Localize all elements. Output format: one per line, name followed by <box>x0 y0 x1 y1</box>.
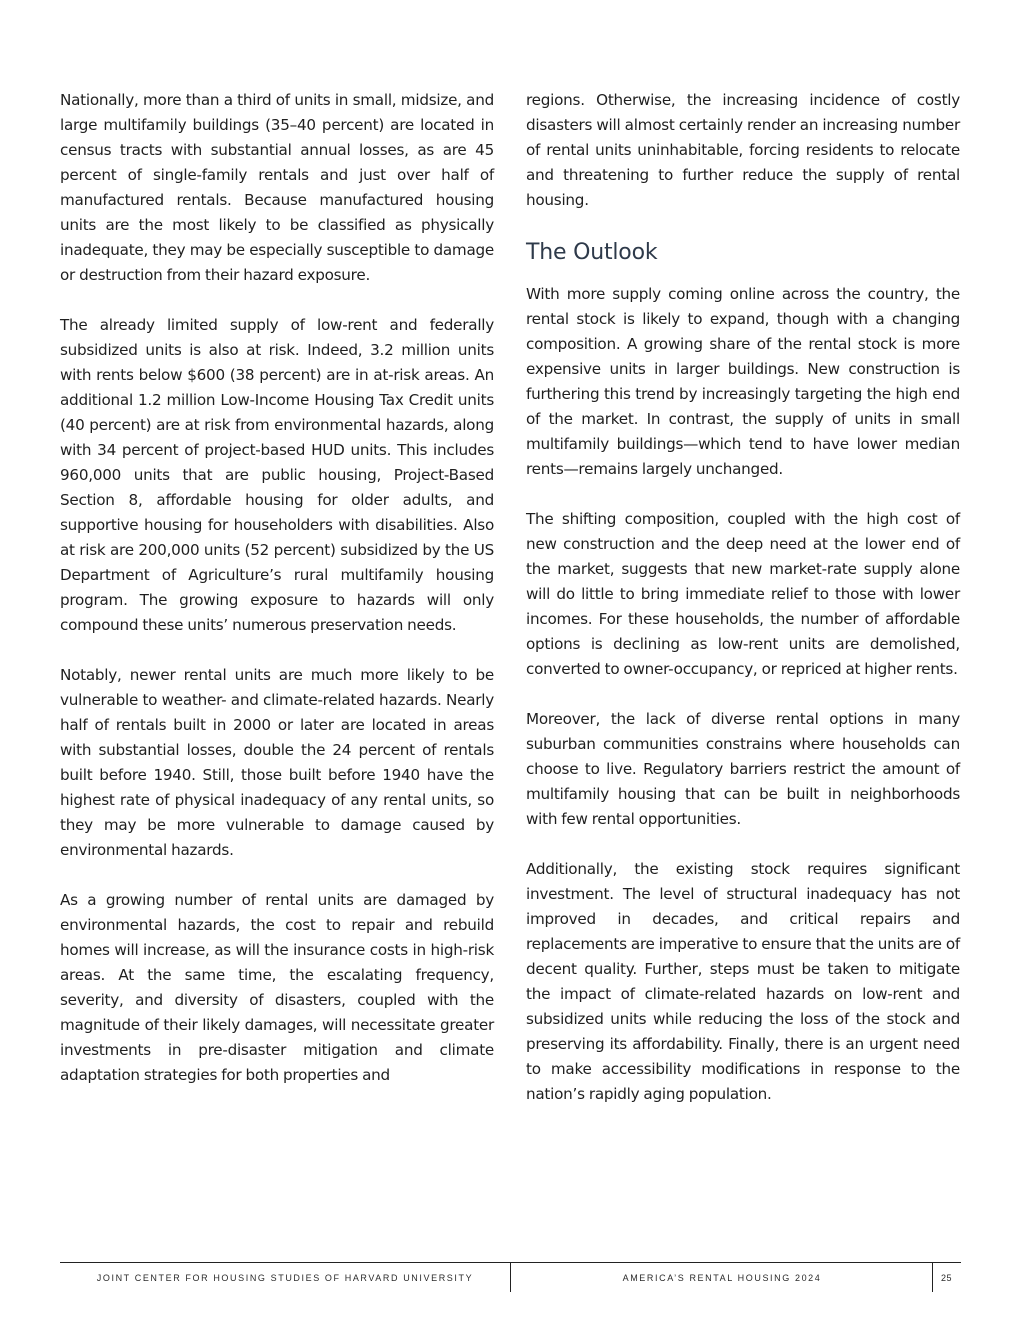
body-paragraph: Nationally, more than a third of units in small, midsize, and large multifamily buildings (35–40 percent) are located in census tracts with substantial annual losses, as are 45 percent of single-family rentals and just over half of manufactured rentals. Because manufactured housing units are the most likely to be classified as physically inadequate, they may be especially susceptible to damage or destruction from their hazard exposure. <box>60 91 494 284</box>
section-heading: The Outlook <box>526 240 658 265</box>
body-paragraph: Moreover, the lack of diverse rental options in many suburban communities constrains where households can choose to live. Regulatory barriers restrict the amount of multifamily housing that can be built in neighborhoods with few rental opportunities. <box>526 710 960 828</box>
body-paragraph: regions. Otherwise, the increasing incidence of costly disasters will almost certainly render an increasing number of rental units uninhabitable, forcing residents to relocate and threatening to further reduce the supply of rental housing. <box>526 91 960 209</box>
body-paragraph: With more supply coming online across the country, the rental stock is likely to expand, though with a changing composition. A growing share of the rental stock is more expensive units in larger buildings. New construction is furthering this trend by increasingly targeting the high end of the market. In contrast, the supply of units in small multifamily buildings—which tend to have lower median rents—remains largely unchanged. <box>526 285 960 478</box>
right-column <box>526 88 960 1132</box>
body-paragraph: The shifting composition, coupled with the high cost of new construction and the deep need at the lower end of the market, suggests that new market-rate supply alone will do little to bring immediate relief to those with lower incomes. For these households, the number of affordable options is declining as low-rent units are demolished, converted to owner-occupancy, or repriced at higher rents. <box>526 510 960 678</box>
page-footer <box>60 1262 961 1293</box>
body-paragraph: The already limited supply of low-rent and federally subsidized units is also at risk. Indeed, 3.2 million units with rents below $600 (38 percent) are in at-risk areas. An additional 1.2 million Low-Income Housing Tax Credit units (40 percent) are at risk from environmental hazards, along with 34 percent of project-based HUD units. This includes 960,000 units that are public housing, Project-Based Section 8, affordable housing for older adults, and supportive housing for householders with disabilities. Also at risk are 200,000 units (52 percent) subsidized by the US Department of Agriculture’s rural multifamily housing program. The growing exposure to hazards will only compound these units’ numerous preservation needs. <box>60 316 494 634</box>
body-paragraph: Additionally, the existing stock requires significant investment. The level of structural inadequacy has not improved in decades, and critical repairs and replacements are imperative to ensure that the units are of decent quality. Further, steps must be taken to mitigate the impact of climate-related hazards on low-rent and subsidized units while reducing the loss of the stock and preserving its affordability. Finally, there is an urgent need to make accessibility modifications in response to the nation’s rapidly aging population. <box>526 860 960 1103</box>
footer-organization: JOINT CENTER FOR HOUSING STUDIES OF HARVARD UNIVERSITY <box>96 1272 474 1283</box>
footer-report-title: AMERICA’S RENTAL HOUSING 2024 <box>510 1263 933 1292</box>
body-paragraph: As a growing number of rental units are damaged by environmental hazards, the cost to repair and rebuild homes will increase, as will the insurance costs in high-risk areas. At the same time, the escalating frequency, severity, and diversity of disasters, coupled with the magnitude of their likely damages, will necessitate greater investments in pre-disaster mitigation and climate adaptation strategies for both properties and <box>60 891 494 1084</box>
page-number: 25 <box>932 1263 961 1292</box>
body-paragraph: Notably, newer rental units are much more likely to be vulnerable to weather- and climate-related hazards. Nearly half of rentals built in 2000 or later are located in areas with substantial losses, double the 24 percent of rentals built before 1940. Still, those built before 1940 have the highest rate of physical inadequacy of any rental units, so they may be more vulnerable to damage caused by environmental hazards. <box>60 666 494 859</box>
left-column <box>60 88 494 1113</box>
